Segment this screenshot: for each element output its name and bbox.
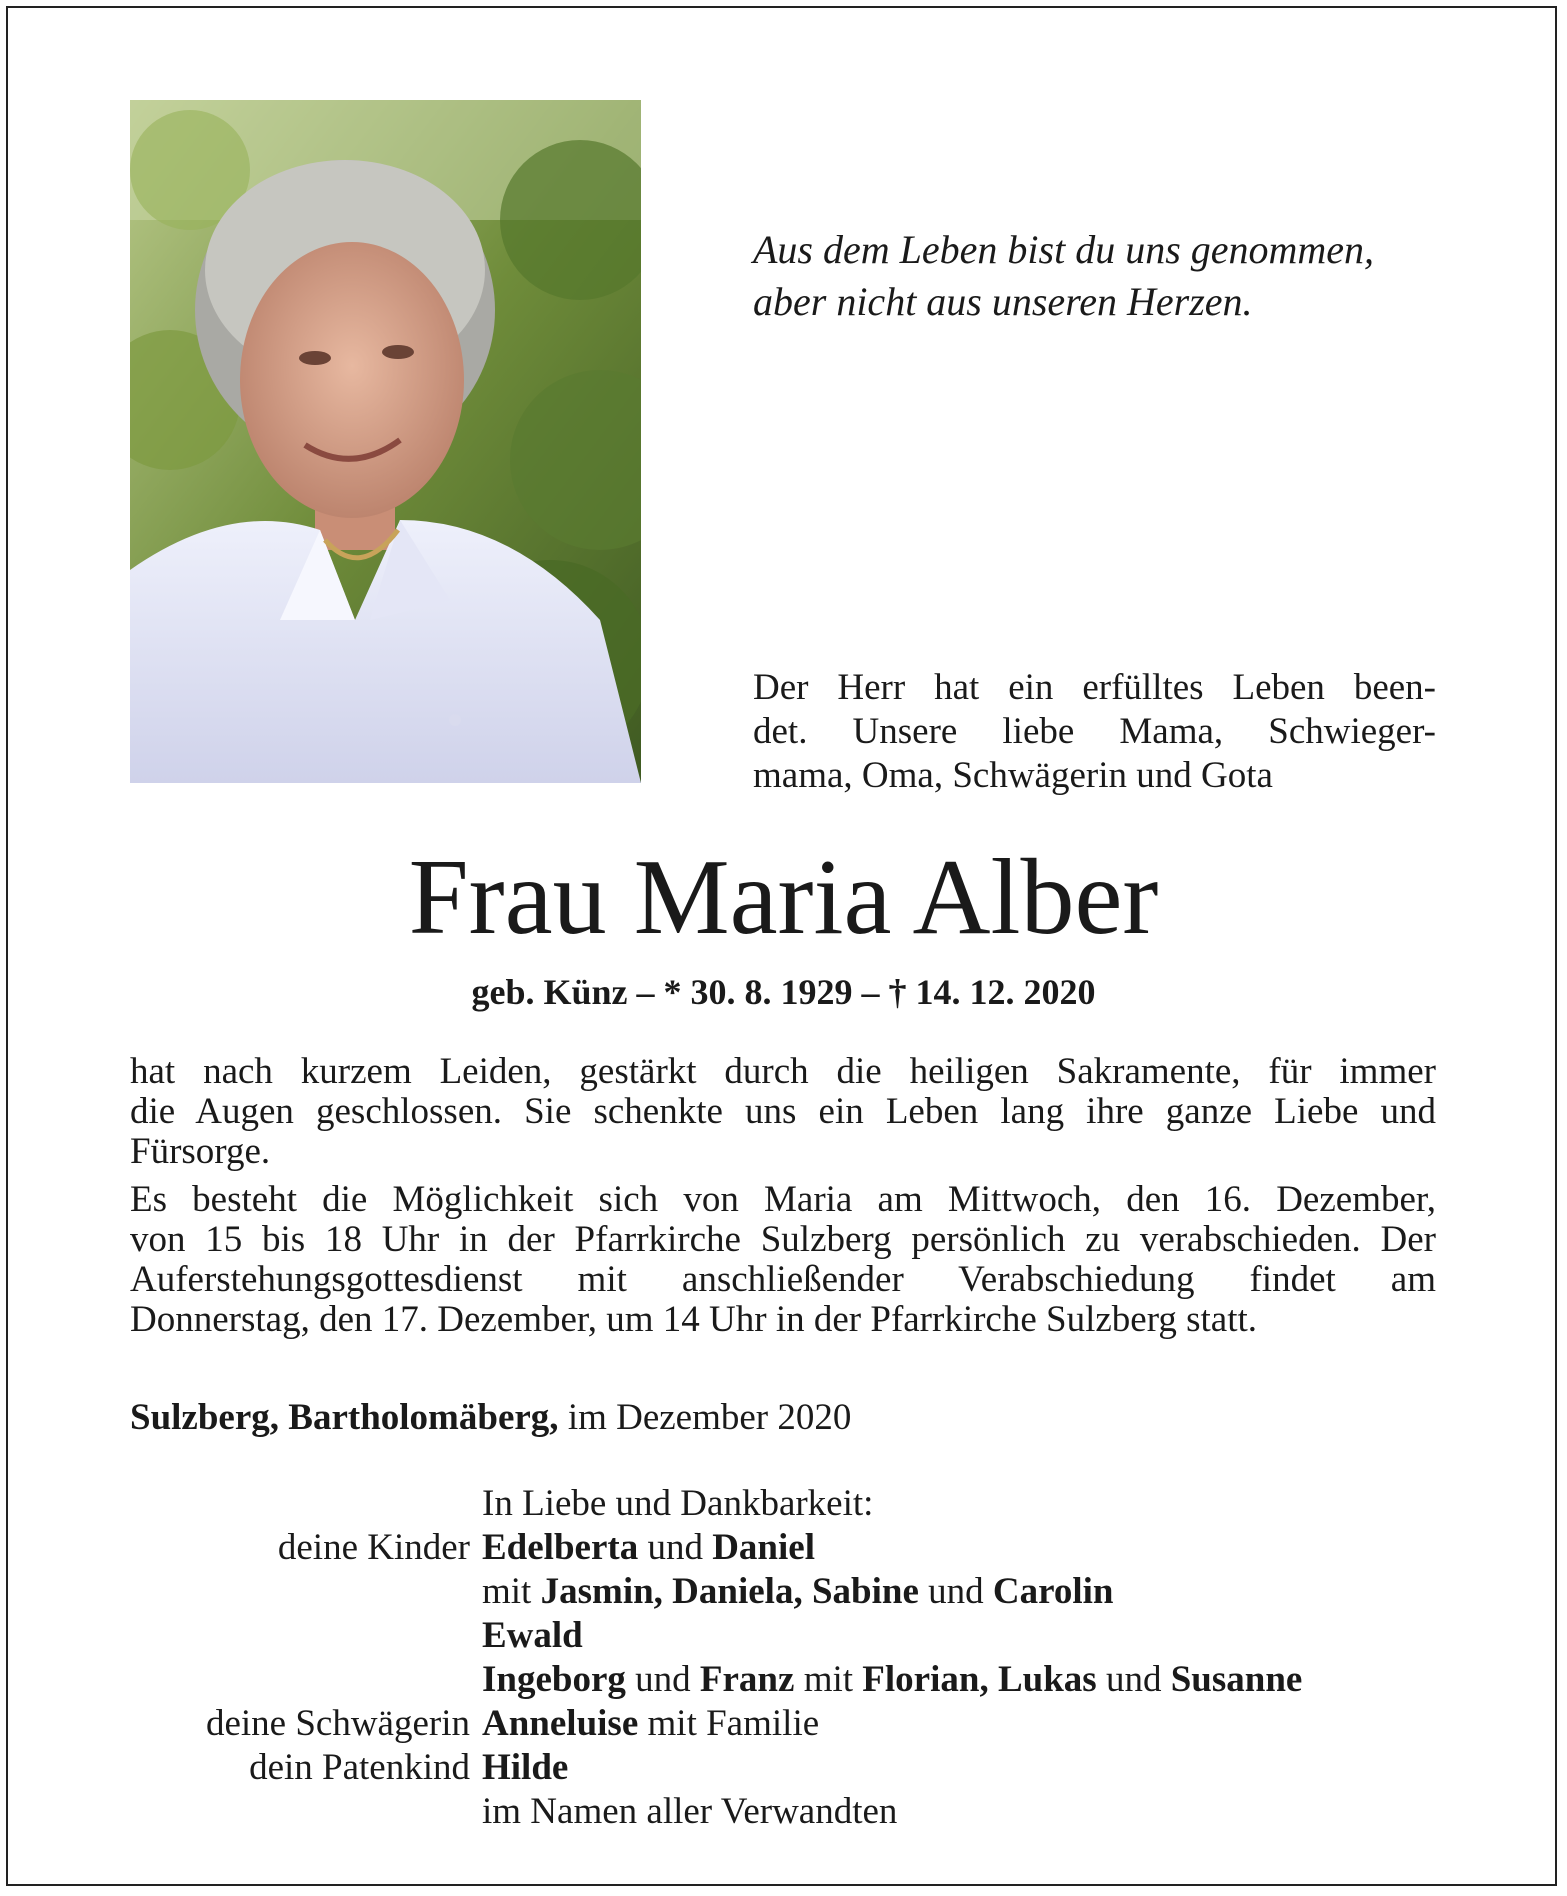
intro-line-3: mama, Oma, Schwägerin und Gota xyxy=(753,755,1273,796)
body-line: von 15 bis 18 Uhr in der Pfarrkirche Sulzberg persönlich zu verabschieden. Der xyxy=(130,1219,1436,1260)
birth-death-dates: geb. Künz – * 30. 8. 1929 – † 14. 12. 2020 xyxy=(471,972,1096,1012)
connector: mit xyxy=(803,1659,854,1700)
body-paragraph-2 xyxy=(130,1180,1436,1340)
relation-label: dein Patenkind xyxy=(249,1747,470,1788)
mourners-intro-row xyxy=(130,1482,1450,1526)
mourners-intro: In Liebe und Dankbarkeit: xyxy=(482,1483,874,1524)
body-line: Donnerstag, den 17. Dezember, um 14 Uhr in der Pfarrkirche Sulzberg statt. xyxy=(130,1299,1258,1340)
body-line: die Augen geschlossen. Sie schenkte uns ein Leben lang ihre ganze Liebe und xyxy=(130,1091,1436,1132)
list-item xyxy=(130,1790,1450,1834)
mourners-list xyxy=(130,1482,1450,1834)
intro-line-1: Der Herr hat ein erfülltes Leben been- xyxy=(753,667,1436,708)
intro-text xyxy=(753,666,1436,798)
list-item xyxy=(130,1746,1450,1790)
list-item xyxy=(130,1658,1450,1702)
connector: mit Familie xyxy=(647,1703,820,1744)
body-line: Auferstehungsgottesdienst mit anschließender Verabschiedung findet am xyxy=(130,1259,1436,1300)
body-line: Es besteht die Möglichkeit sich von Maria am Mittwoch, den 16. Dezember, xyxy=(130,1179,1436,1220)
connector: und xyxy=(647,1527,703,1568)
mourner-name: Anneluise xyxy=(482,1703,639,1744)
mourner-name: Florian, Lukas xyxy=(862,1659,1097,1700)
mourner-name: Hilde xyxy=(482,1747,569,1788)
notice-body xyxy=(130,1052,1436,1348)
list-item xyxy=(130,1526,1450,1570)
quote-line-1: Aus dem Leben bist du uns genommen, xyxy=(753,227,1375,272)
connector: und xyxy=(635,1659,691,1700)
body-line: Fürsorge. xyxy=(130,1131,271,1172)
portrait-photo xyxy=(130,100,641,783)
connector: mit xyxy=(482,1571,532,1612)
place-date: im Dezember 2020 xyxy=(567,1397,852,1438)
mourner-name: Carolin xyxy=(992,1571,1114,1612)
intro-line-2: det. Unsere liebe Mama, Schwieger- xyxy=(753,711,1436,752)
mourner-name: Franz xyxy=(699,1659,795,1700)
mourner-name: Edelberta xyxy=(482,1527,639,1568)
mourner-name: Ewald xyxy=(482,1615,583,1656)
connector: und xyxy=(928,1571,984,1612)
list-item xyxy=(130,1570,1450,1614)
quote xyxy=(753,224,1473,328)
mourner-name: Jasmin, Daniela, Sabine xyxy=(540,1571,919,1612)
place-and-date xyxy=(130,1396,1436,1440)
closing-line: im Namen aller Verwandten xyxy=(482,1791,898,1832)
mourner-name: Ingeborg xyxy=(482,1659,626,1700)
body-paragraph-1 xyxy=(130,1052,1436,1172)
mourner-name: Daniel xyxy=(712,1527,815,1568)
relation-label: deine Kinder xyxy=(277,1527,470,1568)
mourner-name: Susanne xyxy=(1170,1659,1303,1700)
list-item xyxy=(130,1614,1450,1658)
quote-line-2: aber nicht aus unseren Herzen. xyxy=(753,279,1253,324)
connector: und xyxy=(1105,1659,1162,1700)
relation-label: deine Schwägerin xyxy=(205,1703,470,1744)
body-line: hat nach kurzem Leiden, gestärkt durch die heiligen Sakramente, für immer xyxy=(130,1051,1436,1092)
place-names: Sulzberg, Bartholomäberg, xyxy=(130,1397,559,1438)
list-item xyxy=(130,1702,1450,1746)
deceased-name: Frau Maria Alber xyxy=(408,838,1159,957)
